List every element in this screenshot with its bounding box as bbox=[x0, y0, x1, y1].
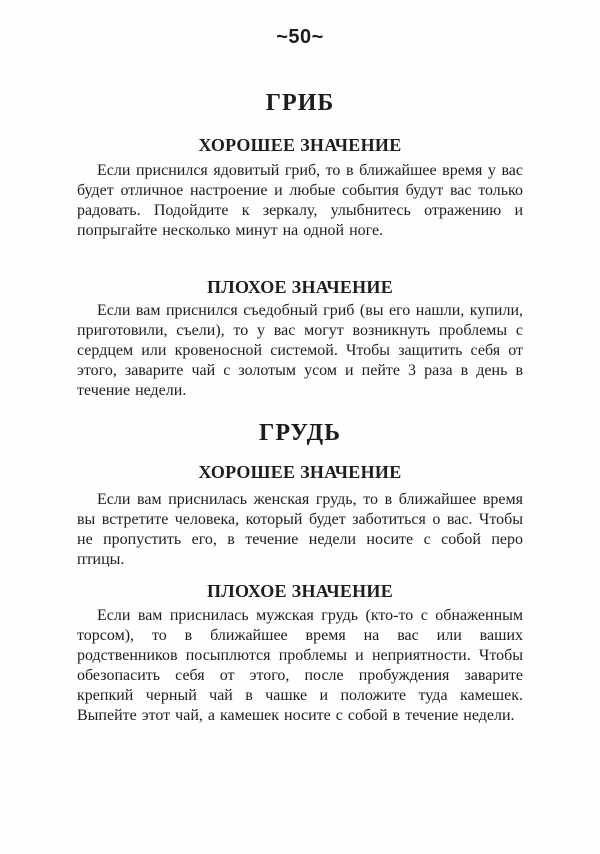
grib-good-meaning-heading: ХОРОШЕЕ ЗНАЧЕНИЕ bbox=[198, 135, 402, 155]
grud-good-meaning-heading: ХОРОШЕЕ ЗНАЧЕНИЕ bbox=[198, 462, 402, 482]
entry-title-grud: ГРУДЬ bbox=[259, 420, 341, 446]
grud-bad-meaning-heading: ПЛОХОЕ ЗНАЧЕНИЕ bbox=[206, 581, 394, 601]
grud-good-meaning-paragraph: Если вам приснилась женская грудь, то в ближайшее время вы встретите человека, который будет заботиться о вас. Чтобы не пропустить его, в течение недели носите с собой перо птицы. bbox=[77, 491, 523, 568]
grib-bad-meaning-heading: ПЛОХОЕ ЗНАЧЕНИЕ bbox=[206, 277, 394, 297]
grib-good-meaning-paragraph: Если приснился ядовитый гриб, то в ближайшее время у вас будет отличное настроение и любые события будут вас только радовать. Подойдите к зеркалу, улыбнитесь отражению и попрыгайте несколько минут на одной ноге. bbox=[77, 162, 523, 239]
grib-bad-meaning-paragraph: Если вам приснился съедобный гриб (вы его нашли, купили, приготовили, съели), то у вас могут возникнуть проблемы с сердцем или кровеносной системой. Чтобы защитить себя от этого, заварите чай с золотым усом и пейте 3 раза в день в течение недели. bbox=[77, 302, 523, 399]
page-number: ~50~ bbox=[276, 26, 324, 48]
grud-bad-meaning-paragraph: Если вам приснилась мужская грудь (кто-то с обнаженным торсом), то в ближайшее время на вас или ваших родственников посыплются проблемы и неприятности. Чтобы обезопасить себя от этого, после пробуждения заварите крепкий черный чай в чашке и положите туда камешек. Выпейте этот чай, а камешек носите с собой в течение недели. bbox=[77, 607, 523, 724]
entry-title-grib: ГРИБ bbox=[265, 90, 335, 116]
